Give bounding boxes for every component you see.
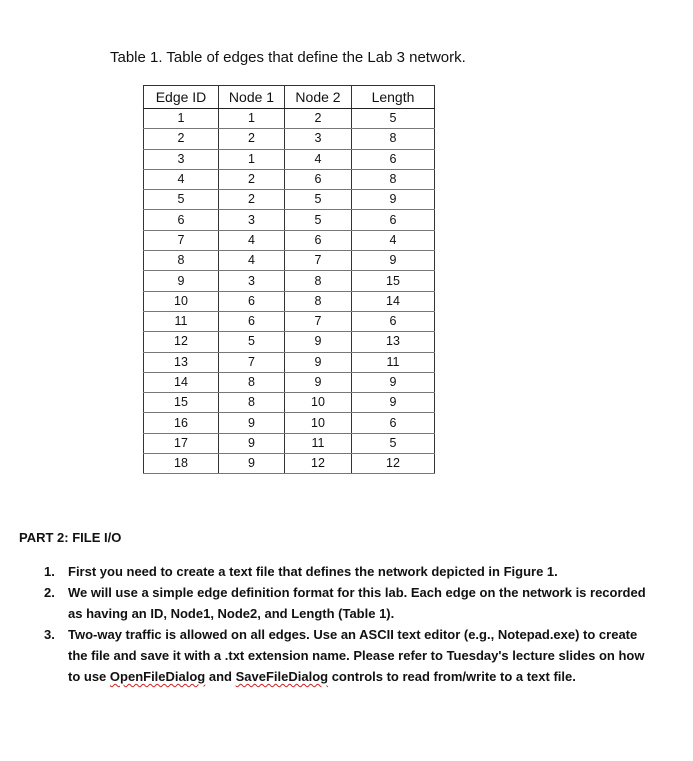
length-cell: 14: [352, 291, 435, 311]
table-row: [144, 169, 435, 189]
node1-cell: 7: [219, 352, 285, 372]
table-caption: Table 1. Table of edges that define the Lab 3 network.: [110, 49, 466, 66]
node2-cell: 5: [285, 190, 352, 210]
spellcheck-flagged-word: OpenFileDialog: [109, 669, 206, 684]
table-row: [144, 271, 435, 291]
length-cell: 11: [352, 352, 435, 372]
list-item: [0, 624, 660, 687]
length-cell: 6: [352, 311, 435, 331]
edge-id-header: Edge ID: [144, 86, 219, 109]
edges-table: [143, 85, 435, 474]
edge-id-cell: 2: [144, 129, 219, 149]
edge-id-cell: 3: [144, 149, 219, 169]
edge-id-cell: 10: [144, 291, 219, 311]
list-item-text: Two-way traffic is allowed on all edges. Use an ASCII text editor (e.g., Notepad.exe) to create the file and save it with a .txt extension name. Please refer to Tuesday's lecture slides on how to use: [68, 627, 645, 684]
node1-cell: 6: [219, 311, 285, 331]
length-cell: 6: [352, 413, 435, 433]
node1-cell: 4: [219, 230, 285, 250]
table-row: [144, 210, 435, 230]
table-row: [144, 251, 435, 271]
edge-id-cell: 13: [144, 352, 219, 372]
node2-cell: 11: [285, 433, 352, 453]
node2-header: Node 2: [285, 86, 352, 109]
length-cell: 9: [352, 393, 435, 413]
node1-header: Node 1: [219, 86, 285, 109]
length-cell: 9: [352, 251, 435, 271]
table-row: [144, 230, 435, 250]
table-row: [144, 332, 435, 352]
node2-cell: 12: [285, 454, 352, 474]
node2-cell: 2: [285, 109, 352, 129]
edge-id-cell: 11: [144, 311, 219, 331]
table-row: [144, 311, 435, 331]
node1-cell: 8: [219, 393, 285, 413]
edge-id-cell: 1: [144, 109, 219, 129]
list-item-text: First you need to create a text file that defines the network depicted in Figure 1.: [68, 564, 558, 579]
table-row: [144, 190, 435, 210]
length-cell: 9: [352, 190, 435, 210]
node1-cell: 3: [219, 210, 285, 230]
node1-cell: 1: [219, 109, 285, 129]
node2-cell: 7: [285, 251, 352, 271]
node1-cell: 2: [219, 129, 285, 149]
table-header-row: [144, 86, 435, 109]
node1-cell: 2: [219, 169, 285, 189]
list-item: [0, 561, 660, 582]
table-row: [144, 393, 435, 413]
table-row: [144, 352, 435, 372]
length-cell: 12: [352, 454, 435, 474]
node2-cell: 6: [285, 169, 352, 189]
table-row: [144, 291, 435, 311]
node1-cell: 9: [219, 454, 285, 474]
table-row: [144, 149, 435, 169]
table-row: [144, 129, 435, 149]
length-cell: 6: [352, 210, 435, 230]
edge-id-cell: 16: [144, 413, 219, 433]
node2-cell: 7: [285, 311, 352, 331]
node2-cell: 4: [285, 149, 352, 169]
edge-id-cell: 14: [144, 372, 219, 392]
length-cell: 15: [352, 271, 435, 291]
node2-cell: 9: [285, 332, 352, 352]
length-cell: 5: [352, 433, 435, 453]
edge-id-cell: 15: [144, 393, 219, 413]
edge-id-cell: 4: [144, 169, 219, 189]
node1-cell: 3: [219, 271, 285, 291]
length-header: Length: [352, 86, 435, 109]
spellcheck-flagged-word: SaveFileDialog: [235, 669, 329, 684]
list-item-number: 2.: [44, 585, 55, 600]
list-item-text: and: [205, 669, 236, 684]
edge-id-cell: 7: [144, 230, 219, 250]
node2-cell: 9: [285, 372, 352, 392]
node2-cell: 9: [285, 352, 352, 372]
edge-id-cell: 9: [144, 271, 219, 291]
node2-cell: 10: [285, 413, 352, 433]
edge-id-cell: 17: [144, 433, 219, 453]
length-cell: 5: [352, 109, 435, 129]
node2-cell: 8: [285, 271, 352, 291]
edge-id-cell: 18: [144, 454, 219, 474]
node1-cell: 9: [219, 413, 285, 433]
table-body: [144, 109, 435, 474]
node2-cell: 3: [285, 129, 352, 149]
node1-cell: 2: [219, 190, 285, 210]
section-heading: PART 2: FILE I/O: [19, 530, 122, 545]
edge-id-cell: 5: [144, 190, 219, 210]
node2-cell: 8: [285, 291, 352, 311]
length-cell: 6: [352, 149, 435, 169]
table-row: [144, 109, 435, 129]
table-row: [144, 454, 435, 474]
node2-cell: 10: [285, 393, 352, 413]
length-cell: 8: [352, 169, 435, 189]
node2-cell: 5: [285, 210, 352, 230]
length-cell: 4: [352, 230, 435, 250]
instructions-list: [0, 561, 660, 687]
edge-id-cell: 12: [144, 332, 219, 352]
table-row: [144, 433, 435, 453]
length-cell: 13: [352, 332, 435, 352]
table-row: [144, 413, 435, 433]
edge-id-cell: 6: [144, 210, 219, 230]
length-cell: 8: [352, 129, 435, 149]
list-item-text: We will use a simple edge definition format for this lab. Each edge on the network is recorded as having an ID, Node1, Node2, and Length (Table 1).: [68, 585, 646, 621]
list-item-number: 3.: [44, 627, 55, 642]
node1-cell: 8: [219, 372, 285, 392]
node1-cell: 1: [219, 149, 285, 169]
node1-cell: 6: [219, 291, 285, 311]
length-cell: 9: [352, 372, 435, 392]
list-item-text: controls to read from/write to a text file.: [328, 669, 576, 684]
list-item: [0, 582, 660, 624]
list-item-number: 1.: [44, 564, 55, 579]
node2-cell: 6: [285, 230, 352, 250]
node1-cell: 9: [219, 433, 285, 453]
node1-cell: 5: [219, 332, 285, 352]
table-row: [144, 372, 435, 392]
edge-id-cell: 8: [144, 251, 219, 271]
node1-cell: 4: [219, 251, 285, 271]
